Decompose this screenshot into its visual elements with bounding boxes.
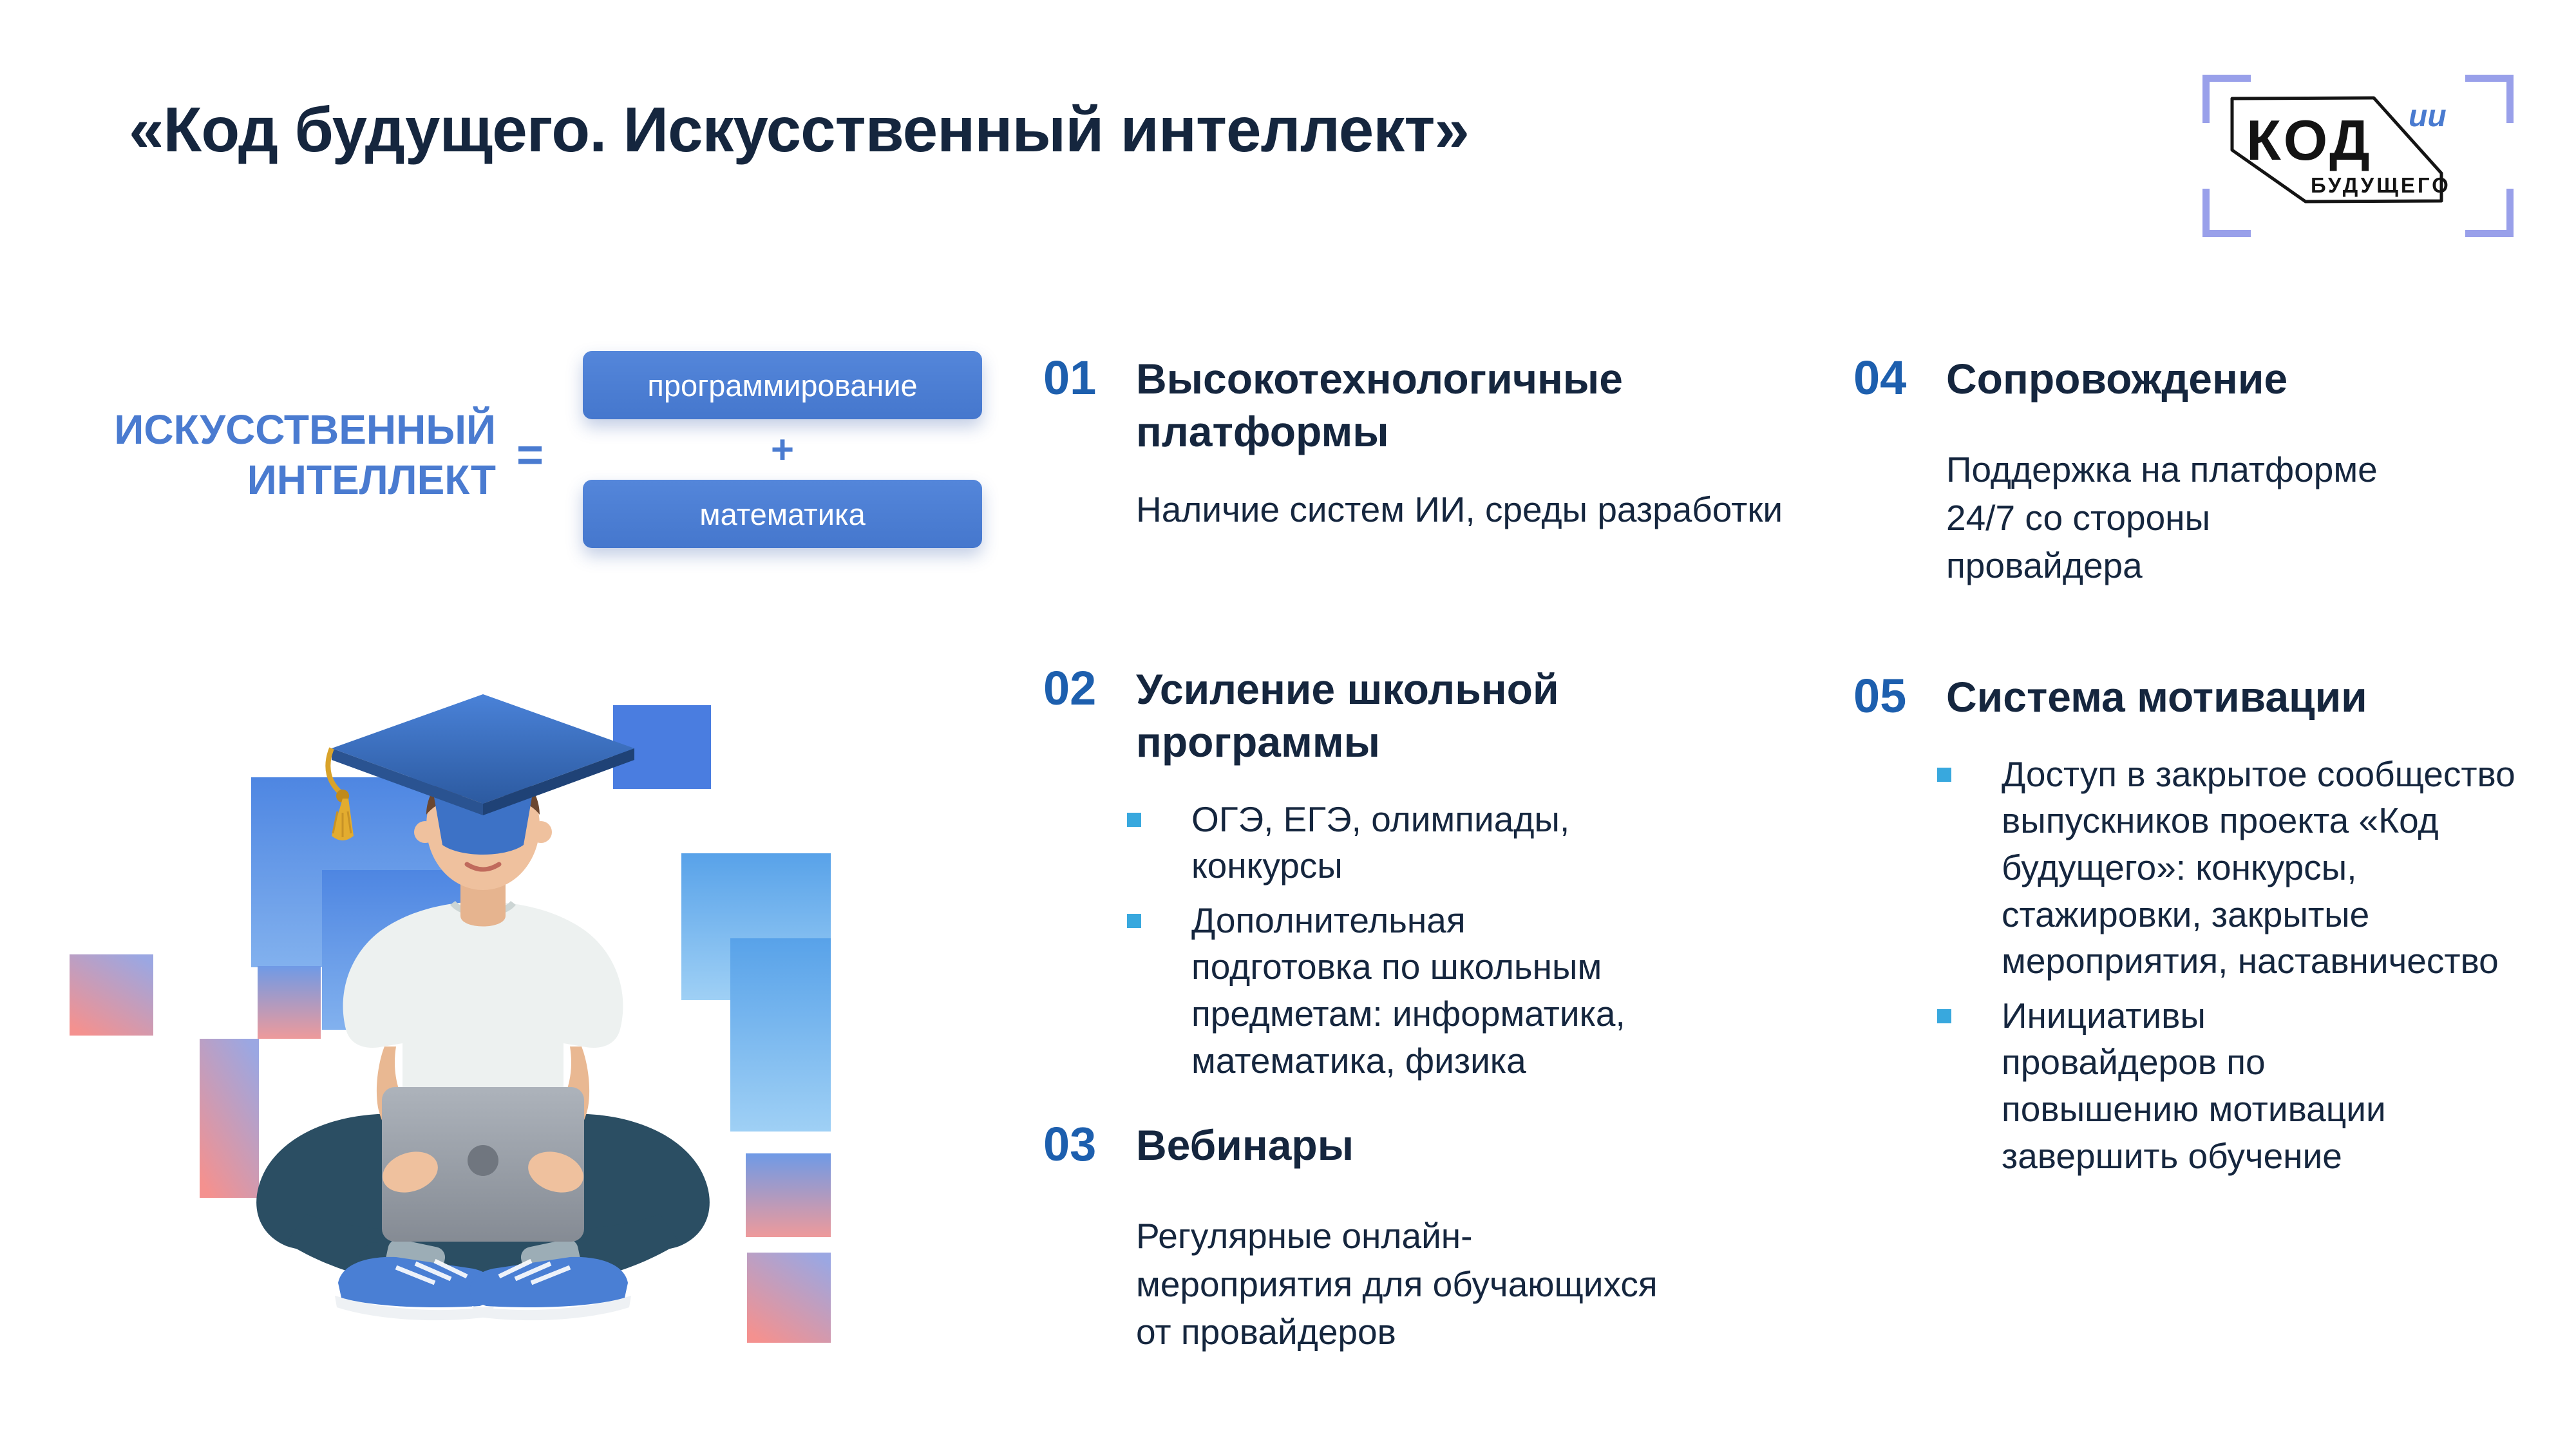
- equals-sign: =: [516, 430, 544, 481]
- page-title: «Код будущего. Искусственный интеллект»: [129, 94, 1469, 165]
- section-02: [1043, 663, 1719, 1084]
- list-item: [1127, 796, 1719, 889]
- section-02-content: [1136, 663, 1719, 1084]
- logo-ii-badge: ии: [2409, 99, 2447, 133]
- logo-kod-icon: [2202, 62, 2515, 240]
- section-05-number: 05: [1853, 669, 1907, 723]
- section-03-title: Вебинары: [1136, 1121, 1354, 1169]
- section-05-list: [1937, 751, 2549, 1179]
- section-02-title: Усиление школьной программы: [1136, 665, 1559, 766]
- section-03: [1043, 1119, 1671, 1356]
- bullet-text: ОГЭ, ЕГЭ, олимпиады, конкурсы: [1191, 799, 1570, 886]
- formula-label: [97, 404, 496, 505]
- list-item: [1127, 897, 1719, 1084]
- section-03-body: Регулярные онлайн-мероприятия для обучающихся от провайдеров: [1136, 1215, 1658, 1352]
- bullet-text: Доступ в закрытое сообщество выпускников проекта «Код будущего»: конкурсы, стажировки, закрытые мероприятия, наставничество: [2002, 753, 2515, 981]
- bullet-square-icon: [1127, 914, 1141, 928]
- section-02-number: 02: [1043, 661, 1097, 715]
- student-with-laptop-illustration: [58, 634, 837, 1356]
- kod-budushchego-logo: [2202, 62, 2515, 240]
- section-04-body: Поддержка на платформе 24/7 со стороны провайдера: [1946, 449, 2378, 586]
- section-01-number: 01: [1043, 351, 1097, 404]
- logo-main-text: КОД: [2246, 108, 2372, 172]
- student-illustration-svg: [58, 634, 837, 1356]
- formula-label-line2: ИНТЕЛЛЕКТ: [247, 457, 496, 504]
- bullet-square-icon: [1937, 768, 1951, 782]
- section-04-title: Сопровождение: [1946, 355, 2288, 402]
- plus-sign: +: [770, 427, 795, 472]
- section-04-content: [1946, 353, 2397, 590]
- list-item: [1937, 751, 2549, 985]
- section-05: [1853, 671, 2549, 1179]
- section-03-content: [1136, 1119, 1671, 1356]
- term-programming: программирование: [583, 351, 982, 419]
- formula-label-line1: ИСКУССТВЕННЫЙ: [114, 406, 496, 453]
- section-01-title: Высокотехнологичные платформы: [1136, 355, 1623, 455]
- section-01-body: Наличие систем ИИ, среды разработки: [1136, 489, 1783, 529]
- formula-terms: [583, 351, 982, 548]
- section-05-content: [1946, 671, 2549, 1179]
- term-math: математика: [583, 480, 982, 548]
- section-04-number: 04: [1853, 351, 1907, 404]
- logo-sub-text: БУДУЩЕГО: [2311, 173, 2451, 197]
- section-04: [1853, 353, 2397, 590]
- bullet-text: Дополнительная подготовка по школьным предметам: информатика, математика, физика: [1191, 900, 1625, 1081]
- section-03-number: 03: [1043, 1117, 1097, 1171]
- bullet-text: Инициативы провайдеров по повышению мотивации завершить обучение: [2002, 995, 2386, 1176]
- section-05-title: Система мотивации: [1946, 673, 2367, 721]
- section-02-list: [1127, 796, 1719, 1084]
- bullet-square-icon: [1127, 813, 1141, 827]
- bullet-square-icon: [1937, 1009, 1951, 1023]
- list-item: [1937, 992, 2549, 1179]
- section-01-content: [1136, 353, 1783, 533]
- section-01: [1043, 353, 1783, 533]
